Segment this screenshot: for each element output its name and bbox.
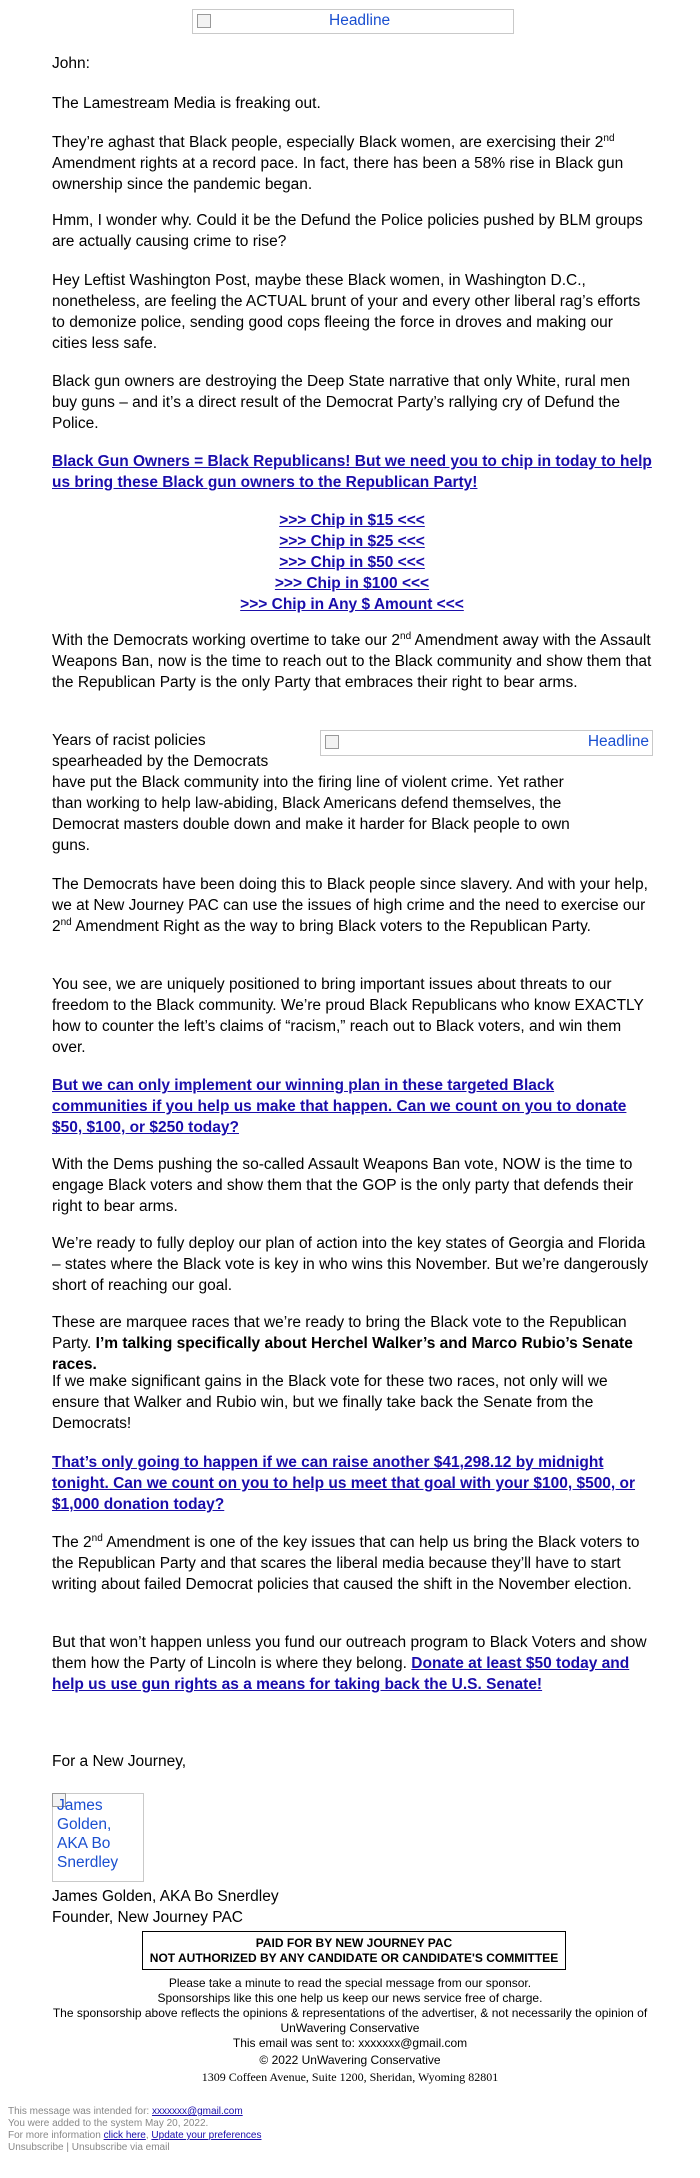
- sponsor-note: Please take a minute to read the special message from our sponsor. Sponsorships like this one help us keep our news service free of charge. The sponsorship above reflects the opinions & representations of the advertiser, & not necessarily the opinion of UnWavering Conservative This email was sent to: xxxxxxx@gmail.com: [52, 1976, 648, 2050]
- paragraph-7: Years of racist policies spearheaded by the Democrats have put the Black community into the firing line of violent crime. Yet rather than working to help law-abiding, Black Americans defend themselves, the Democrat masters double down and make it harder for Black people to own guns.: [52, 732, 570, 854]
- chip-in-links: [52, 510, 652, 615]
- closing: For a New Journey,: [52, 1753, 187, 1770]
- paragraph-14: The 2nd Amendment is one of the key issues that can help us bring the Black voters to the Republican Party and that scares the liberal media because they’ll have to start writing about failed Democrat policies that caused the shift in the November election.: [52, 1532, 640, 1593]
- signer-title: Founder, New Journey PAC: [52, 1909, 243, 1926]
- chip-in-15-link[interactable]: >>> Chip in $15 <<<: [279, 512, 425, 529]
- header-image-alt: Headline: [329, 12, 391, 29]
- paragraph-11: We’re ready to fully deploy our plan of action into the key states of Georgia and Florida – states where the Black vote is key in who wins this November. But we’re dangerously short of reaching our goal.: [52, 1235, 649, 1294]
- paragraph-3: Hmm, I wonder why. Could it be the Defund the Police policies pushed by BLM groups are actually causing crime to rise?: [52, 212, 643, 250]
- address: 1309 Coffeen Avenue, Suite 1200, Sheridan, Wyoming 82801: [201, 2070, 499, 2084]
- chip-in-100-link[interactable]: >>> Chip in $100 <<<: [274, 575, 430, 592]
- intended-email-link[interactable]: xxxxxxx@gmail.com: [151, 2106, 243, 2117]
- chip-in-any-link[interactable]: >>> Chip in Any $ Amount <<<: [240, 596, 464, 613]
- broken-image-icon: [197, 14, 211, 28]
- copyright: © 2022 UnWavering Conservative: [259, 2053, 441, 2067]
- paragraph-8: The Democrats have been doing this to Black people since slavery. And with your help, we at New Journey PAC can use the issues of high crime and the need to exercise our 2nd Amendment Right as the way to bring Black voters to the Republican Party.: [52, 876, 648, 935]
- footer-unsubscribe[interactable]: Unsubscribe | Unsubscribe via email: [8, 2142, 170, 2153]
- paragraph-15: But that won’t happen unless you fund our outreach program to Black Voters and show them how the Party of Lincoln is where they belong. Donate at least $50 today and help us use gun rights as a means for taking back the U.S. Senate!: [52, 1634, 647, 1693]
- paragraph-9: You see, we are uniquely positioned to bring important issues about threats to our freedom to the Black community. We’re proud Black Republicans who know EXACTLY how to counter the left’s claims of “racism,” reach out to Black voters, and win them over.: [52, 976, 644, 1056]
- signature-image-alt: James Golden, AKA Bo Snerdley: [57, 1797, 119, 1871]
- donate-link-senate[interactable]: Donate at least $50 today and help us use gun rights as a means for taking back the U.S. Senate!: [52, 1655, 630, 1693]
- paragraph-12: These are marquee races that we’re ready to bring the Black vote to the Republican Party. I’m talking specifically about Herchel Walker’s and Marco Rubio’s Senate races.: [52, 1314, 633, 1373]
- click-here-link[interactable]: click here: [103, 2130, 146, 2141]
- footer-intended: This message was intended for: xxxxxxx@gmail.com: [8, 2106, 243, 2117]
- footer-added: You were added to the system May 20, 2022.: [8, 2118, 209, 2129]
- paragraph-1: The Lamestream Media is freaking out.: [52, 95, 321, 112]
- signature-image: [52, 1793, 144, 1882]
- paid-for-box: PAID FOR BY NEW JOURNEY PAC NOT AUTHORIZED BY ANY CANDIDATE OR CANDIDATE'S COMMITTEE: [142, 1931, 566, 1970]
- paragraph-2: They’re aghast that Black people, especially Black women, are exercising their 2nd Amendment rights at a record pace. In fact, there has been a 58% rise in Black gun ownership since the pandemic began.: [52, 132, 624, 193]
- paragraph-5: Black gun owners are destroying the Deep State narrative that only White, rural men buy guns – and it’s a direct result of the Democrat Party’s rallying cry of Defund the Police.: [52, 373, 631, 432]
- chip-in-25-link[interactable]: >>> Chip in $25 <<<: [279, 533, 425, 550]
- donate-link-midnight[interactable]: That’s only going to happen if we can raise another $41,298.12 by midnight tonight. Can we count on you to help us meet that goal with your $100, $500, or $1,000 donation today?: [52, 1454, 636, 1513]
- greeting: John:: [52, 55, 90, 72]
- paragraph-4: Hey Leftist Washington Post, maybe these Black women, in Washington D.C., nonetheless, are feeling the ACTUAL brunt of your and every other liberal rag’s efforts to demonize police, sending good cops fleeing the force in droves and making our cities less safe.: [52, 272, 641, 352]
- broken-image-icon: [325, 735, 339, 749]
- paragraph-10: With the Dems pushing the so-called Assault Weapons Ban vote, NOW is the time to engage Black voters and show them that the GOP is the only party that defends their right to bear arms.: [52, 1156, 634, 1215]
- paragraph-6: With the Democrats working overtime to take our 2nd Amendment away with the Assault Weapons Ban, now is the time to reach out to the Black community and show them that the Republican Party is the only Party that embraces their right to bear arms.: [52, 630, 652, 691]
- footer-info: For more information click here, Update your preferences: [8, 2130, 262, 2141]
- donate-link-targeted[interactable]: But we can only implement our winning plan in these targeted Black communities if you help us make that happen. Can we count on you to donate $50, $100, or $250 today?: [52, 1077, 627, 1136]
- inline-image: [320, 730, 653, 756]
- chip-in-50-link[interactable]: >>> Chip in $50 <<<: [279, 554, 425, 571]
- signer-name: James Golden, AKA Bo Snerdley: [52, 1888, 279, 1905]
- header-image: [192, 9, 514, 34]
- paragraph-13: If we make significant gains in the Black vote for these two races, not only will we ensure that Walker and Rubio win, but we finally take back the Senate from the Democrats!: [52, 1373, 608, 1432]
- update-preferences-link[interactable]: Update your preferences: [151, 2130, 262, 2141]
- inline-image-alt: Headline: [587, 733, 649, 750]
- donate-link-chip-in[interactable]: Black Gun Owners = Black Republicans! But we need you to chip in today to help us bring these Black gun owners to the Republican Party!: [52, 453, 652, 491]
